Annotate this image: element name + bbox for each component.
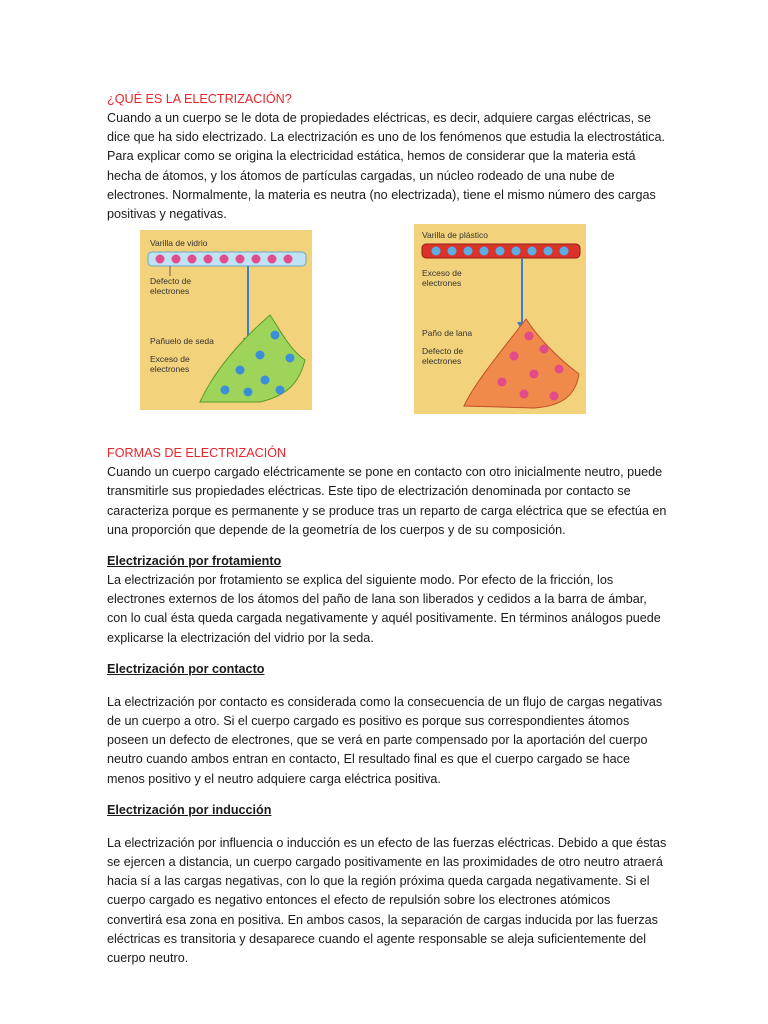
figure-row <box>107 230 667 430</box>
glass-rod-illustration <box>140 230 312 410</box>
label-excess-2: electrones <box>422 278 462 289</box>
section-title-que-es: ¿QUÉ ES LA ELECTRIZACIÓN? <box>107 92 292 106</box>
section-title-induccion: Electrización por inducción <box>107 802 272 817</box>
label-wool: Paño de lana <box>422 328 473 339</box>
label-defect-2: electrones <box>150 286 190 297</box>
document-content <box>107 90 667 968</box>
rod-negative-charges <box>432 247 569 256</box>
label-glass-rod: Varilla de vidrio <box>150 238 208 249</box>
section-body-frotamiento: La electrización por frotamiento se explica del siguiente modo. Por efecto de la fricción, los electrones externos de los átomos del paño de lana son liberados y cedidos a la barra de ámbar, con lo cual ésta queda cargada negativamente y aquél positivamente. En términos análogos puede explicarse la electrización del vidrio por la seda. <box>107 573 661 645</box>
figure-plastic-rod-wool <box>414 224 586 414</box>
plastic-rod-illustration <box>414 224 586 414</box>
section-body-que-es: Cuando a un cuerpo se le dota de propiedades eléctricas, es decir, adquiere cargas eléctricas, se dice que ha sido electrizado. La electrización es uno de los fenómenos que estudia la electrostática. Para explicar como se origina la electricidad estática, hemos de considerar que la materia está hecha de átomos, y los átomos de partículas cargadas, un núcleo rodeado de una nube de electrones. Normalmente, la materia es neutra (no electrizada), tiene el mismo número des cargas positivas y negativas. <box>107 111 665 222</box>
label-defect-1: Defecto de <box>150 276 192 287</box>
label-excess-1: Exceso de <box>150 354 190 365</box>
label-plastic-rod: Varilla de plástico <box>422 230 488 241</box>
section-body-contacto: La electrización por contacto es considerada como la consecuencia de un flujo de cargas negativas de un cuerpo a otro. Si el cuerpo cargado es positivo es porque sus correspondientes átomos poseen un defecto de electrones, que se verá en parte compensado por la aportación del cuerpo neutro cuando ambos entran en contacto, El resultado final es que el cuerpo cargado se hace menos positivo y el neutro adquiere carga eléctrica positiva. <box>107 694 663 786</box>
figure-glass-rod-silk <box>140 230 312 410</box>
label-defect-2: electrones <box>422 356 462 367</box>
label-silk: Pañuelo de seda <box>150 336 214 347</box>
label-defect-1: Defecto de <box>422 346 464 357</box>
section-body-induccion: La electrización por influencia o inducción es un efecto de las fuerzas eléctricas. Debido a que éstas se ejercen a distancia, un cuerpo cargado positivamente en las proximidades de otro neutro atraerá hacia sí a las cargas negativas, con lo que la región próxima queda cargada negativamente. Si el cuerpo cargado es negativo entonces el efecto de repulsión sobre los electrones atómicos convertirá esa zona en positiva. En ambos casos, la separación de cargas inducida por las fuerzas eléctricas es transitoria y desaparece cuando el agente responsable se aleja suficientemente del cuerpo neutro. <box>107 835 667 966</box>
section-title-contacto: Electrización por contacto <box>107 661 265 676</box>
section-title-frotamiento: Electrización por frotamiento <box>107 554 282 569</box>
section-body-formas: Cuando un cuerpo cargado eléctricamente se pone en contacto con otro inicialmente neutro, puede transmitirle sus propiedades eléctricas. Este tipo de electrización denominada por contacto se caracteriza porque es permanente y se produce tras un reparto de carga eléctrica que se efectúa en una proporción que depende de la geometría de los cuerpos y de su composición. <box>107 465 667 537</box>
label-excess-2: electrones <box>150 364 190 375</box>
section-title-formas: FORMAS DE ELECTRIZACIÓN <box>107 446 287 461</box>
rod-positive-charges <box>156 255 293 264</box>
label-excess-1: Exceso de <box>422 268 462 279</box>
